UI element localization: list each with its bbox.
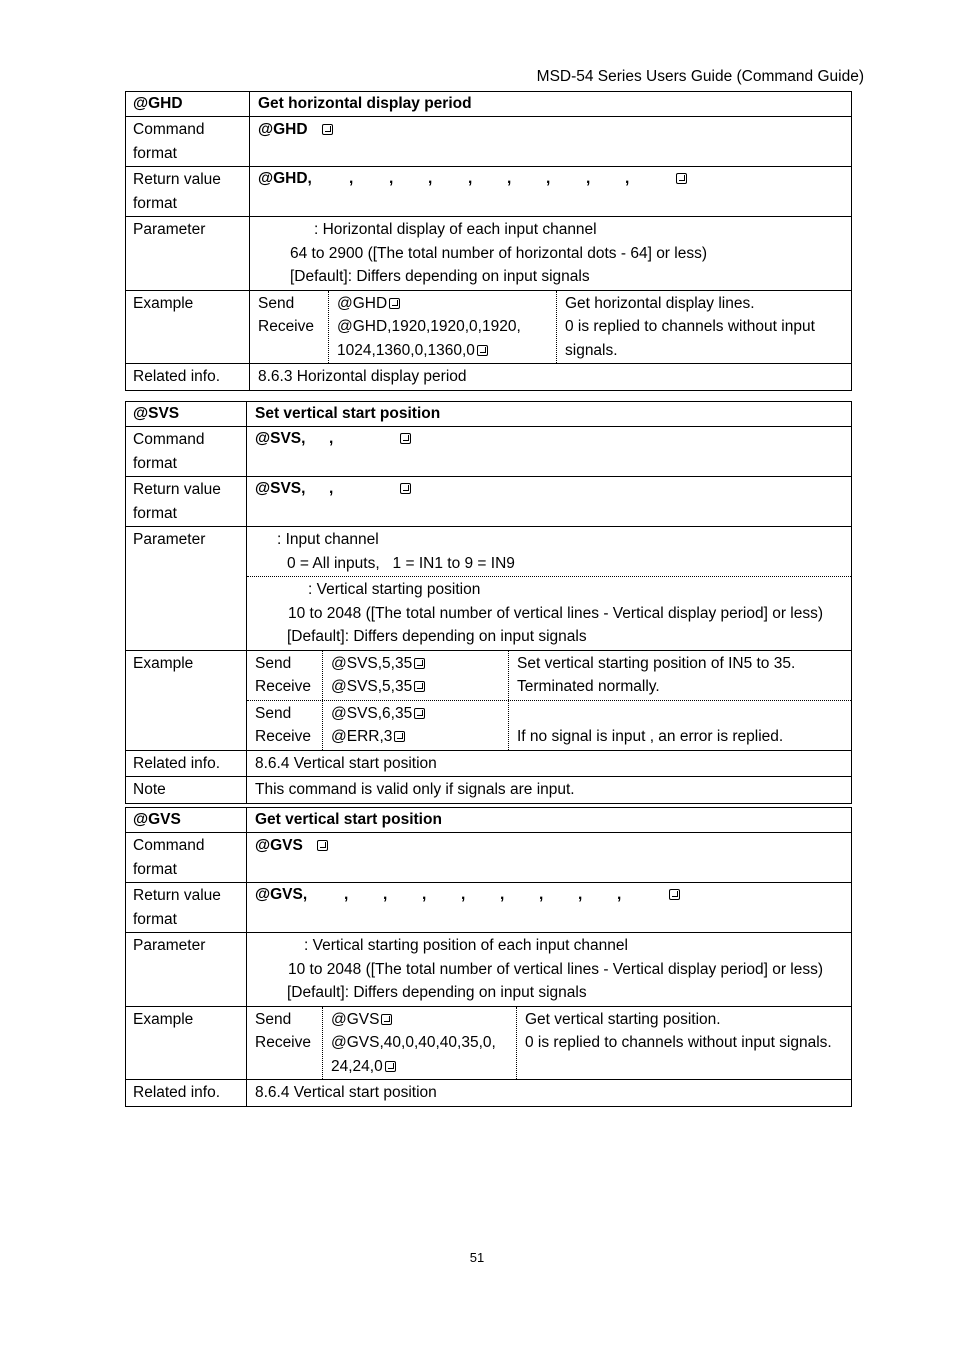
label-line: Command — [133, 121, 205, 138]
gvs-return-format-label — [126, 883, 247, 932]
parameter-line: : Vertical starting position of each input channel — [304, 937, 628, 954]
ghd-example-label: Example — [126, 291, 250, 364]
svs-example-1 — [247, 651, 851, 700]
receive-data: @GHD,1920,1920,0,1920, — [337, 318, 521, 335]
parameter-line: [Default]: Differs depending on input signals — [287, 984, 587, 1001]
send-label: Send — [258, 294, 295, 312]
receive-label: Receive — [255, 728, 311, 745]
enter-key-icon — [414, 708, 425, 719]
send-data: @SVS,5,35 — [331, 654, 413, 672]
gvs-return-format-row — [126, 882, 851, 932]
comma-separator: , — [329, 480, 334, 497]
comma-separator: , — [349, 170, 354, 187]
ghd-command-format-row — [126, 117, 851, 166]
gvs-parameter-value — [247, 933, 851, 1006]
label-line: format — [133, 454, 177, 472]
label-line: format — [133, 504, 177, 522]
enter-key-icon — [414, 681, 425, 692]
example-data-column — [329, 291, 557, 364]
parameter-line: 0 = All inputs, 1 = IN1 to 9 = IN9 — [287, 554, 515, 572]
parameter-line: : Vertical starting position — [308, 581, 481, 598]
comma-separator: , — [383, 886, 388, 903]
svs-parameter-row — [126, 526, 851, 650]
comma-separator: , — [625, 170, 630, 187]
example-note: 0 is replied to channels without input — [565, 318, 815, 335]
svs-command-format-text: @SVS, — [255, 430, 306, 447]
example-note: If no signal is input , an error is replied. — [517, 728, 784, 745]
ghd-command-table — [125, 91, 852, 391]
svs-related-row — [126, 750, 851, 777]
gvs-title-row — [126, 808, 851, 833]
svs-return-format-text: @SVS, — [255, 480, 306, 497]
svs-related-label: Related info. — [126, 751, 247, 777]
parameter-line: : Input channel — [277, 531, 379, 548]
svs-command-format-value — [247, 427, 851, 474]
ghd-return-format-value — [250, 167, 851, 214]
svs-command-name: @SVS — [126, 402, 247, 426]
ghd-command-format-label — [126, 117, 250, 166]
example-note: Get vertical starting position. — [525, 1010, 721, 1028]
svs-example-2 — [247, 700, 851, 750]
send-label: Send — [255, 704, 292, 722]
example-notes-column — [517, 1007, 851, 1080]
receive-data: 24,24,0 — [331, 1057, 383, 1075]
enter-key-icon — [400, 483, 411, 494]
send-data: @GHD — [337, 294, 388, 312]
gvs-command-format-value — [247, 833, 851, 882]
svs-command-table — [125, 401, 852, 804]
svs-parameter-label: Parameter — [126, 527, 247, 650]
receive-data: @GVS,40,0,40,40,35,0, — [331, 1034, 496, 1051]
enter-key-icon — [414, 658, 425, 669]
comma-separator: , — [344, 886, 349, 903]
send-data: @SVS,6,35 — [331, 704, 413, 722]
svs-parameter-channel — [247, 527, 851, 576]
enter-key-icon — [381, 1014, 392, 1025]
parameter-line: 10 to 2048 ([The total number of vertical lines - Vertical display period] or less) — [288, 960, 824, 978]
svs-return-format-label — [126, 477, 247, 526]
example-note: Get horizontal display lines. — [565, 294, 755, 312]
label-line: Command — [133, 837, 205, 854]
label-line: Return value — [133, 481, 221, 498]
ghd-related-label: Related info. — [126, 364, 250, 390]
svs-example-value — [247, 651, 851, 750]
send-label: Send — [255, 654, 292, 672]
example-data-column — [323, 1007, 517, 1080]
example-direction-column — [247, 701, 323, 750]
page-number: 51 — [469, 1250, 485, 1265]
page-header: MSD-54 Series Users Guide (Command Guide) — [536, 68, 864, 85]
comma-separator: , — [507, 170, 512, 187]
svs-command-format-row — [126, 427, 851, 476]
enter-key-icon — [317, 840, 328, 851]
label-line: Return value — [133, 887, 221, 904]
svs-command-format-label — [126, 427, 247, 476]
enter-key-icon — [322, 124, 333, 135]
gvs-command-format-text: @GVS — [255, 837, 303, 854]
enter-key-icon — [477, 345, 488, 356]
label-line: format — [133, 194, 177, 212]
ghd-parameter-row — [126, 216, 851, 290]
ghd-related-row — [126, 363, 851, 390]
parameter-line: : Horizontal display of each input channel — [314, 221, 597, 238]
svs-parameter-position — [247, 576, 851, 650]
ghd-command-name: @GHD — [126, 92, 250, 116]
receive-data: @ERR,3 — [331, 728, 393, 745]
svs-return-format-value — [247, 477, 851, 524]
gvs-example-label: Example — [126, 1007, 247, 1080]
example-note: signals. — [565, 341, 618, 359]
comma-separator: , — [428, 170, 433, 187]
svs-command-description: Set vertical start position — [255, 405, 441, 422]
comma-separator: , — [329, 430, 334, 447]
comma-separator: , — [461, 886, 466, 903]
example-note-empty — [517, 702, 843, 726]
example-notes-column — [557, 291, 851, 364]
receive-label: Receive — [255, 678, 311, 695]
ghd-command-format-text: @GHD — [258, 121, 308, 138]
example-note: 0 is replied to channels without input signals. — [525, 1034, 832, 1051]
send-data: @GVS — [331, 1010, 380, 1028]
comma-separator: , — [617, 886, 622, 903]
example-notes-column — [509, 701, 851, 750]
label-line: format — [133, 144, 177, 162]
svs-note-label: Note — [126, 777, 247, 803]
example-note: Set vertical starting position of IN5 to 35. — [517, 654, 796, 672]
example-direction-column — [247, 651, 323, 700]
gvs-return-prefix: @GVS, — [255, 886, 308, 903]
ghd-command-description: Get horizontal display period — [258, 95, 472, 112]
comma-separator: , — [389, 170, 394, 187]
gvs-command-description: Get vertical start position — [255, 811, 442, 828]
gvs-related-label: Related info. — [126, 1080, 247, 1106]
gvs-command-table — [125, 807, 852, 1107]
ghd-return-format-label — [126, 167, 250, 216]
example-data-column — [323, 651, 509, 700]
receive-data: @SVS,5,35 — [331, 678, 413, 695]
enter-key-icon — [669, 889, 680, 900]
parameter-line: 10 to 2048 ([The total number of vertical lines - Vertical display period] or less) — [288, 604, 824, 622]
label-line: Command — [133, 431, 205, 448]
svs-example-label: Example — [126, 651, 247, 750]
example-direction-column — [247, 1007, 323, 1080]
svs-return-format-row — [126, 476, 851, 526]
comma-separator: , — [586, 170, 591, 187]
gvs-example-row — [126, 1006, 851, 1080]
comma-separator: , — [578, 886, 583, 903]
example-data-column — [323, 701, 509, 750]
ghd-related-value: 8.6.3 Horizontal display period — [258, 368, 467, 385]
ghd-title-row — [126, 92, 851, 117]
label-line: format — [133, 860, 177, 878]
comma-separator: , — [546, 170, 551, 187]
enter-key-icon — [385, 1061, 396, 1072]
label-line: Return value — [133, 171, 221, 188]
ghd-parameter-value — [250, 217, 851, 290]
svs-note-row — [126, 776, 851, 803]
send-label: Send — [255, 1010, 292, 1028]
svs-note-value: This command is valid only if signals are input. — [255, 781, 575, 798]
example-notes-column — [509, 651, 851, 700]
gvs-example-value — [247, 1007, 851, 1080]
svs-parameter-value — [247, 527, 851, 650]
parameter-line: 64 to 2900 ([The total number of horizontal dots - 64] or less) — [290, 244, 708, 262]
gvs-parameter-label: Parameter — [126, 933, 247, 1006]
ghd-example-row — [126, 290, 851, 364]
enter-key-icon — [400, 433, 411, 444]
parameter-line: [Default]: Differs depending on input signals — [290, 268, 590, 285]
ghd-return-prefix: @GHD, — [258, 170, 312, 187]
label-line: format — [133, 910, 177, 928]
svs-related-value: 8.6.4 Vertical start position — [255, 754, 437, 772]
svs-example-row — [126, 650, 851, 750]
ghd-command-format-value — [250, 117, 851, 166]
gvs-related-value: 8.6.4 Vertical start position — [255, 1084, 437, 1101]
enter-key-icon — [389, 298, 400, 309]
gvs-related-row — [126, 1079, 851, 1106]
ghd-example-value — [250, 291, 851, 364]
receive-label: Receive — [255, 1034, 311, 1051]
enter-key-icon — [394, 731, 405, 742]
gvs-command-format-row — [126, 833, 851, 882]
example-note: Terminated normally. — [517, 678, 660, 695]
gvs-return-format-value — [247, 883, 851, 930]
gvs-command-name: @GVS — [126, 808, 247, 832]
gvs-parameter-row — [126, 932, 851, 1006]
receive-label: Receive — [258, 318, 314, 335]
receive-data: 1024,1360,0,1360,0 — [337, 341, 475, 359]
svs-title-row — [126, 402, 851, 427]
comma-separator: , — [468, 170, 473, 187]
enter-key-icon — [676, 173, 687, 184]
example-direction-column — [250, 291, 329, 364]
comma-separator: , — [422, 886, 427, 903]
comma-separator: , — [539, 886, 544, 903]
comma-separator: , — [500, 886, 505, 903]
parameter-line: [Default]: Differs depending on input signals — [287, 628, 587, 645]
ghd-return-format-row — [126, 166, 851, 216]
gvs-command-format-label — [126, 833, 247, 882]
ghd-parameter-label: Parameter — [126, 217, 250, 290]
